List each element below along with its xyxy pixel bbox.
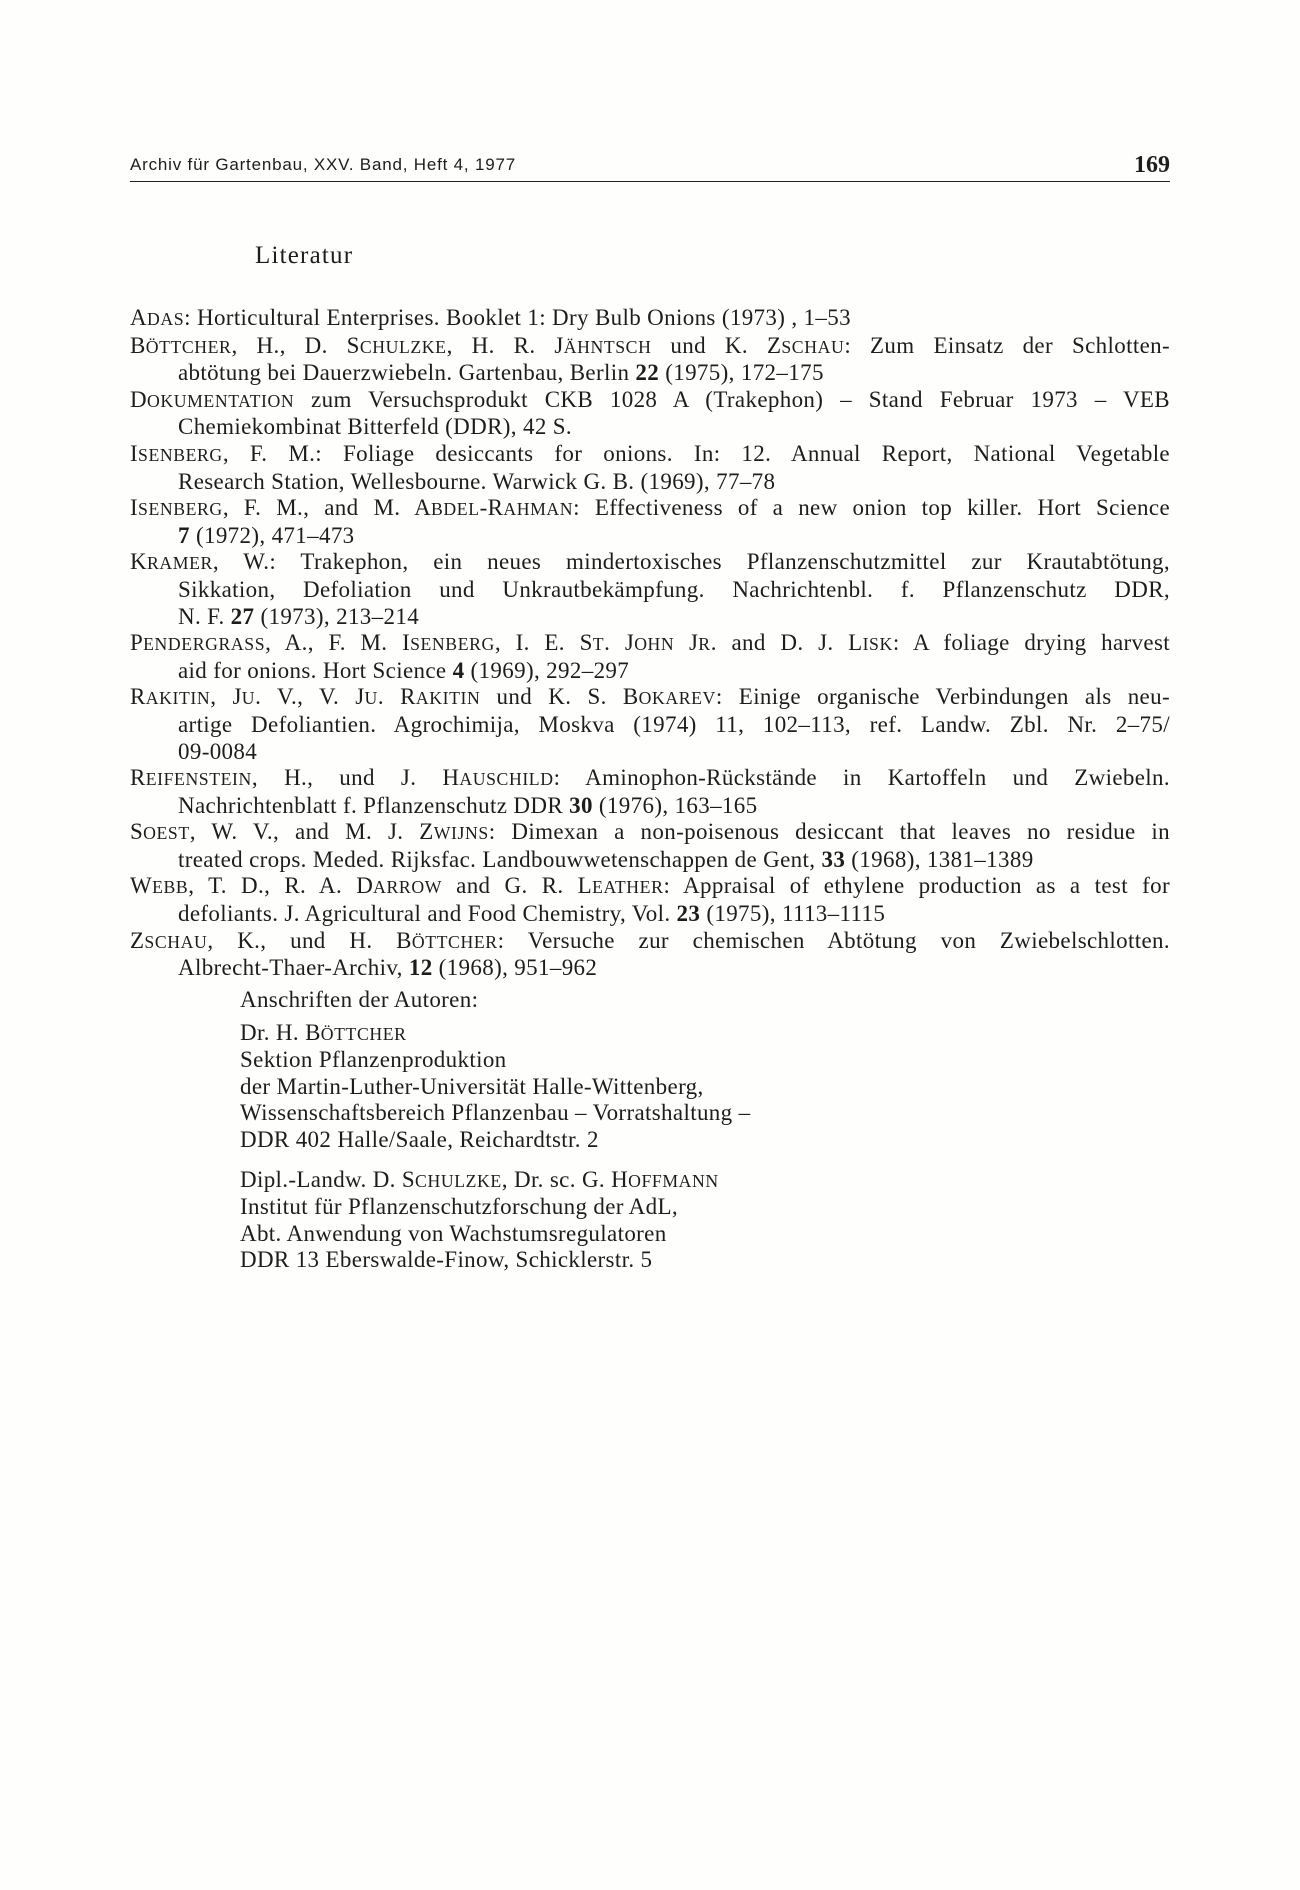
- reference-line: [130, 305, 1170, 333]
- reference-line: [130, 604, 1170, 631]
- text-run: 09-0084: [178, 738, 258, 764]
- author-name: SCHULZKE: [401, 1166, 502, 1192]
- text-run: Sektion Pflanzenproduktion: [240, 1047, 507, 1073]
- running-head-journal: Archiv für Gartenbau, XXV. Band, Heft 4, 1977: [130, 155, 516, 174]
- address-line: [240, 1221, 1140, 1248]
- small-caps-letters: WIJNS: [433, 823, 489, 844]
- small-caps-letters: AUSCHILD: [459, 769, 554, 790]
- reference-entry: [130, 928, 1170, 982]
- text-run: Albrecht-Thaer-Archiv,: [178, 955, 409, 981]
- small-caps-letters: CHULZKE: [415, 1170, 502, 1191]
- text-run: N. F.: [178, 603, 231, 629]
- volume-number: 33: [821, 846, 846, 872]
- author-address: [240, 1020, 1140, 1154]
- text-run: : Zum Einsatz der Schlotten-: [844, 332, 1170, 358]
- text-run: , H. R.: [446, 332, 555, 358]
- address-line: [240, 1100, 1140, 1127]
- text-run: : Dimexan a non-poisenous desiccant that leaves no residue in: [488, 819, 1170, 845]
- author-name: BOKAREV: [622, 684, 716, 710]
- reference-line: [130, 577, 1170, 604]
- text-run: abtötung bei Dauerzwiebeln. Gartenbau, Berlin: [178, 360, 636, 386]
- small-caps-letters: ISK: [862, 634, 893, 655]
- text-run: (1976), 163–165: [592, 792, 758, 818]
- small-caps-letters: ÄHNTSCH: [563, 336, 652, 357]
- text-run: : Effectiveness of a new onion top killer. Hort Science: [573, 495, 1170, 521]
- text-run: : Appraisal of ethylene production as a test for: [663, 873, 1170, 899]
- reference-line: [130, 387, 1170, 415]
- author-name: BÖTTCHER: [396, 927, 498, 953]
- text-run: Research Station, Wellesbourne. Warwick G. B. (1969), 77–78: [178, 468, 776, 494]
- text-run: , W.: Trakephon, ein neues mindertoxisches Pflanzenschutzmittel zur Krautabtötung,: [212, 549, 1170, 575]
- author-name: ZSCHAU: [766, 332, 845, 358]
- small-caps-letters: SENBERG: [138, 444, 223, 465]
- author-name: JU. RAKITIN: [355, 684, 481, 710]
- author-name: ADAS: [130, 305, 185, 330]
- text-run: and G. R.: [442, 873, 578, 899]
- reference-entry: [130, 630, 1170, 684]
- address-line: [240, 1020, 1140, 1048]
- small-caps-letters: OKUMENTATION: [146, 390, 295, 411]
- author-name: PENDERGRASS: [130, 630, 266, 656]
- small-caps-letters: AKITIN: [415, 688, 481, 709]
- small-caps-letters: ÖTTCHER: [411, 931, 498, 952]
- author-name: HOFFMANN: [611, 1166, 719, 1192]
- text-run: , K., und H.: [207, 927, 397, 953]
- text-run: and D. J.: [716, 630, 849, 656]
- text-run: und K. S.: [480, 684, 623, 710]
- reference-line: [130, 549, 1170, 577]
- text-run: ,: [210, 684, 233, 710]
- page-number: 169: [1134, 152, 1170, 178]
- reference-line: [130, 765, 1170, 793]
- volume-number: 27: [230, 603, 255, 629]
- small-caps-letters: EATHER: [592, 877, 664, 898]
- author-name: HAUSCHILD: [442, 765, 554, 791]
- text-run: treated crops. Meded. Rijksfac. Landbouwwetenschappen de Gent,: [178, 846, 822, 872]
- author-name: ABDEL-RAHMAN: [414, 495, 574, 521]
- text-run: Dipl.-Landw. D.: [240, 1166, 402, 1192]
- reference-entry: [130, 765, 1170, 819]
- small-caps-letters: ARROW: [373, 877, 442, 898]
- reference-entry: [130, 441, 1170, 495]
- small-caps-letters: EIFENSTEIN: [145, 769, 252, 790]
- small-caps-letters: OHN: [634, 634, 675, 655]
- author-name: ISENBERG: [130, 440, 223, 466]
- text-run: : Aminophon-Rückstände in Kartoffeln und Zwiebeln.: [553, 765, 1170, 791]
- reference-entry: [130, 819, 1170, 873]
- text-run: aid for onions. Hort Science: [178, 657, 453, 683]
- text-run: Abt. Anwendung von Wachstumsregulatoren: [240, 1220, 667, 1246]
- author-name: ISENBERG: [402, 630, 495, 656]
- reference-entry: [130, 495, 1170, 549]
- text-run: defoliants. J. Agricultural and Food Chemistry, Vol.: [178, 901, 677, 927]
- reference-line: [130, 928, 1170, 956]
- reference-line: [130, 441, 1170, 469]
- volume-number: 7: [178, 522, 190, 548]
- volume-number: 4: [452, 657, 465, 683]
- text-run: zum Versuchsprodukt CKB 1028 A (Trakephon) – Stand Februar 1973 – VEB: [294, 386, 1170, 412]
- reference-entry: [130, 305, 1170, 333]
- address-line: [240, 1167, 1140, 1195]
- small-caps-letters: OFFMANN: [628, 1170, 719, 1191]
- text-run: Institut für Pflanzenschutzforschung der AdL,: [240, 1194, 678, 1220]
- text-run: artige Defoliantien. Agrochimija, Moskva (1974) 11, 102–113, ref. Landw. Zbl. Nr. 2–75/: [178, 711, 1170, 737]
- small-caps-letters: ENDERGRASS: [143, 634, 266, 655]
- author-addresses: [240, 987, 1140, 1274]
- address-line: [240, 1047, 1140, 1074]
- text-run: DDR 13 Eberswalde-Finow, Schicklerstr. 5: [240, 1247, 653, 1273]
- author-name: REIFENSTEIN: [130, 765, 252, 791]
- address-line: [240, 1127, 1140, 1154]
- small-caps-letters: OEST: [143, 823, 190, 844]
- reference-line: [130, 847, 1170, 874]
- reference-line: [130, 630, 1170, 658]
- text-run: Chemiekombinat Bitterfeld (DDR), 42 S.: [178, 414, 573, 440]
- text-run: (1975), 1113–1115: [700, 901, 886, 927]
- author-name: ISENBERG: [130, 495, 223, 521]
- volume-number: 23: [676, 901, 701, 927]
- text-run: , A., F. M.: [265, 630, 403, 656]
- text-run: , W. V., and M. J.: [189, 819, 420, 845]
- author-name: JU.: [232, 684, 262, 710]
- text-run: der Martin-Luther-Universität Halle-Wittenberg,: [240, 1073, 704, 1099]
- reference-entry: [130, 684, 1170, 765]
- text-run: , I. E.: [494, 630, 580, 656]
- text-run: , Dr. sc. G.: [501, 1166, 612, 1192]
- author-name: JÄHNTSCH: [554, 332, 652, 358]
- small-caps-letters: RAMER: [146, 553, 213, 574]
- author-name: RAKITIN: [130, 684, 211, 710]
- reference-line: [130, 712, 1170, 739]
- text-run: (1973), 213–214: [254, 603, 420, 629]
- volume-number: 30: [569, 792, 593, 818]
- text-run: , F. M.: Foliage desiccants for onions. In: 12. Annual Report, National Vegetable: [222, 440, 1170, 466]
- author-name: ZWIJNS: [419, 819, 489, 845]
- reference-line: [130, 360, 1170, 387]
- text-run: (1968), 1381–1389: [845, 846, 1034, 872]
- reference-line: [130, 901, 1170, 928]
- reference-entry: [130, 549, 1170, 630]
- author-name: BÖTTCHER: [305, 1019, 407, 1045]
- text-run: Sikkation, Defoliation und Unkrautbekämpfung. Nachrichtenbl. f. Pflanzenschutz DDR,: [178, 576, 1170, 602]
- small-caps-letters: BDEL: [431, 499, 480, 520]
- small-caps-letters: T: [592, 634, 605, 655]
- reference-list: [130, 305, 1170, 982]
- address-line: [240, 1074, 1140, 1101]
- small-caps-letters: AKITIN: [145, 688, 211, 709]
- text-run: , H., und J.: [251, 765, 443, 791]
- reference-line: [130, 414, 1170, 441]
- author-name: ZSCHAU: [130, 927, 208, 953]
- reference-line: [130, 873, 1170, 901]
- text-run: V., V.: [261, 684, 356, 710]
- text-run: , H., D.: [231, 332, 347, 358]
- text-run: (1975), 172–175: [659, 360, 824, 386]
- text-run: : Einige organische Verbindungen als neu-: [715, 684, 1170, 710]
- reference-line: [130, 739, 1170, 766]
- text-run: , T. D., R. A.: [188, 873, 357, 899]
- author-name: KRAMER: [130, 549, 213, 575]
- reference-line: [130, 955, 1170, 982]
- small-caps-letters: ÖTTCHER: [320, 1023, 407, 1044]
- text-run: (1969), 292–297: [464, 657, 630, 683]
- volume-number: 22: [635, 360, 660, 386]
- text-run: und K.: [651, 332, 767, 358]
- author-name: LISK: [848, 630, 893, 656]
- small-caps-letters: SENBERG: [138, 499, 223, 520]
- addresses-heading: Anschriften der Autoren:: [240, 987, 479, 1012]
- small-caps-letters: CHULZKE: [359, 336, 447, 357]
- text-run: DDR 402 Halle/Saale, Reichardtstr. 2: [240, 1126, 599, 1152]
- small-caps-letters: OKAREV: [638, 688, 716, 709]
- author-name: ST. JOHN JR.: [579, 630, 717, 656]
- reference-line: [130, 523, 1170, 550]
- header-rule: [130, 181, 1170, 182]
- volume-number: 12: [408, 955, 433, 981]
- small-caps-letters: SENBERG: [410, 634, 495, 655]
- small-caps-letters: ÖTTCHER: [145, 336, 232, 357]
- address-line: [240, 1194, 1140, 1221]
- address-line: [240, 1247, 1140, 1274]
- author-name: LEATHER: [577, 873, 664, 899]
- text-run: : A foliage drying harvest: [892, 630, 1170, 656]
- author-name: SOEST: [130, 819, 190, 845]
- author-name: DARROW: [356, 873, 442, 899]
- text-run: : Horticultural Enterprises. Booklet 1: Dry Bulb Onions (1973) , 1–53: [184, 305, 851, 330]
- reference-line: [130, 658, 1170, 685]
- author-name: SCHULZKE: [346, 332, 447, 358]
- author-name: BÖTTCHER: [130, 332, 232, 358]
- author-name: WEBB: [130, 873, 189, 899]
- text-run: (1968), 951–962: [432, 955, 598, 981]
- text-run: Nachrichtenblatt f. Pflanzenschutz DDR: [178, 792, 570, 818]
- reference-line: [130, 684, 1170, 712]
- text-run: , F. M., and M.: [222, 495, 415, 521]
- small-caps-letters: AHMAN: [503, 499, 574, 520]
- author-address: [240, 1167, 1140, 1274]
- text-run: : Versuche zur chemischen Abtötung von Zwiebelschlotten.: [497, 927, 1170, 953]
- small-caps-letters: EBB: [152, 877, 189, 898]
- small-caps-letters: SCHAU: [781, 336, 845, 357]
- reference-entry: [130, 387, 1170, 441]
- reference-line: [130, 469, 1170, 496]
- text-run: (1972), 471–473: [189, 522, 355, 548]
- text-run: Wissenschaftsbereich Pflanzenbau – Vorratshaltung –: [240, 1100, 751, 1126]
- reference-line: [130, 793, 1170, 820]
- text-run: Dr. H.: [240, 1019, 306, 1045]
- section-title: Literatur: [255, 242, 354, 269]
- reference-entry: [130, 873, 1170, 927]
- reference-entry: [130, 333, 1170, 387]
- reference-line: [130, 819, 1170, 847]
- reference-line: [130, 333, 1170, 361]
- small-caps-letters: U: [241, 688, 256, 709]
- author-name: DOKUMENTATION: [130, 386, 295, 412]
- small-caps-letters: DAS: [146, 309, 185, 329]
- small-caps-letters: U: [364, 688, 378, 709]
- small-caps-letters: R: [698, 634, 711, 655]
- small-caps-letters: SCHAU: [144, 931, 208, 952]
- reference-line: [130, 495, 1170, 523]
